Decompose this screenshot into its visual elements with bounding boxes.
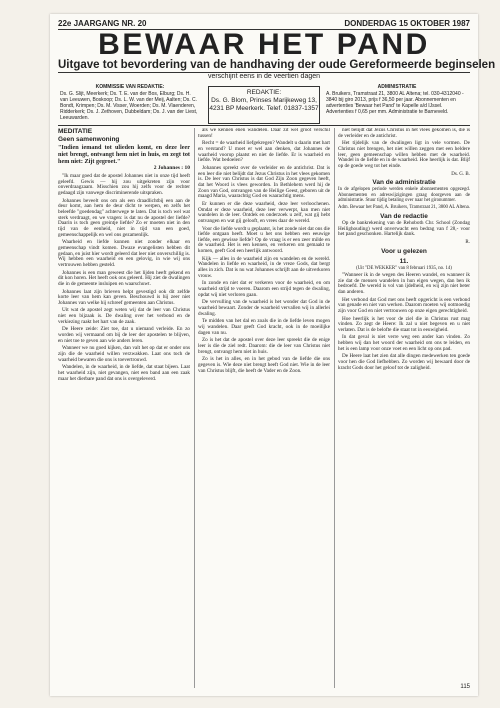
paragraph: Johannes laat zijn brieven helpt gevestigd ook dit zelfde korte leer van hem kan geven. Beschouwd is hij zeer niet Johannes van welke hij schreef gemeenten aan Christus. <box>58 288 190 306</box>
kommissie-text: Ds. G. Slijt, Meerkerk; Ds. T. E. van der Bos, Elburg; Ds. H. van Leeuwen, Boskoop; Ds. L. W. van der Meij, Aalten; Ds. C. Bondt, Krimpen; Ds. M. Visser, Woerden; Ds. M. Vlaenderen, Ridderkerk; Ds. J. Zethoven, Dubbeldam; Ds. J. van der Liest, Leeuwarden. <box>60 91 198 121</box>
column-divider <box>334 128 335 688</box>
paragraph: Er kunnen er die deze waarheid, deze leer verloochenen. Omdat er deze waarheid, deze leer verwerpt, kan men niet wandelen in de leer. Ontdek en onderzoek u zelf, wat gij hebt ontvangen en wat gij gelooft, en vrees daar de wereld. <box>198 200 330 224</box>
redactie-heading: REDAKTIE: <box>246 89 282 96</box>
paragraph: Het verbond dat God met ons heeft opgericht is een verbond van genade en niet van werken. Daarom moeten wij ootmoedig zijn voor God en niet vertrouwen op onze eigen gerechtigheid. <box>338 296 470 314</box>
paragraph: Het tijdelijk van de dwalingen ligt in vele vormen. De Christus niet brengen, het niet willen zeggen met een heldere leer, geen gemeenschap willen hebben met de waarheid. Wandel in de liefde en in de waarheid. Hoe heerlijk is dat. Blijf op de goede weg tot het einde. <box>338 140 470 169</box>
administratie-heading: ADMINISTRATIE <box>377 84 417 90</box>
paragraph: De Heere zeide: Ziet toe, dat u niemand verleide. En zo worden wij vermaand om bij de leer der apostelen te blijven, en niet toe te geven aan wie anders leren. <box>58 326 190 344</box>
signature: Ds. G. B. <box>451 171 470 177</box>
paragraph: In dat geval is niet verre weg een ander kan vinden. Zo hebben wij dan het woord der waarheid om ons te leiden, en het is een lamp voor onze voet en een licht op ons pad. <box>338 334 470 352</box>
rule-columns <box>58 125 470 126</box>
redactie-notice-heading: Van de redactie <box>380 212 428 220</box>
voor-u-gelezen-source: (Uit "DE WEKKER" van 8 februari 1935, no. 14) <box>356 265 452 271</box>
paragraph: Wanneer we nu goed kijken, dan valt het op dat er onder ons zijn die de waarheid willen verzwakken. Laat ons toch de waarheid bewaren die ons is toevertrouwd. <box>58 345 190 363</box>
article-quote: "Indien iemand tot ulieden komt, en deze leer niet brengt, ontvangt hem niet in huis, en zegt tot hem niet: Zijt gegroet." <box>58 144 190 165</box>
paragraph: Uit wat de apostel zegt weten wij dat de leer van Christus niet een bijzaak is. De dwaling over het verbond en de verkiezing raakt het hart van de zaak. <box>58 307 190 325</box>
paragraph: Te midden van het dal en zoals die in de liefde leven mogen wij wandelen. Daar geeft God kracht, ook in de moeilijke dagen van nu. <box>198 318 330 336</box>
voor-u-gelezen-number: 11. <box>399 257 409 265</box>
admin-signature: Adm. Bewaar het Pand, A. Bruikers, Tramstraat 21, 3800 AL Altena. <box>338 205 470 211</box>
masthead-frequency: verschijnt eens in de veertien dagen <box>207 73 321 80</box>
article-reference: 2 Johannes : 10 <box>153 165 190 172</box>
column-right <box>338 128 470 676</box>
article-heading: Geen samenwoning <box>58 136 120 143</box>
voor-u-gelezen-heading: Voor u gelezen <box>381 247 427 255</box>
paragraph: Zo is het dat de apostel over deze leer spreekt die de enige leer is die de ziel redt. Daarom: die de leer van Christus niet brengt, ontvangt hem niet in huis. <box>198 337 330 355</box>
paragraph: Johannes spreekt over de verleider en de antichrist. Dat is een leer die niet belijdt dat Jezus Christus in het vlees gekomen is. De leer van Christus is dat God Zijn Zoon gegeven heeft, dat het Woord is vlees geworden. In Bethlehem werd hij de Zoon van God, ontvangen van de Heilige Geest, geboren uit de maagd Maria, waarachtig God en waarachtig mens. <box>198 164 330 200</box>
paragraph: Kijk — alles in de waarheid zijn en wandelen en de wereld. Wandelen in liefde en waarheid, in de vreze Gods, dat bergt alles in zich. Dat is nu wat Johannes schrijft aan de uitverkoren vrouw. <box>198 255 330 279</box>
paragraph: De Heere laat het zien dat alle dingen medewerken ten goede voor hen die God liefhebben. Zo worden wij bewaard door de kracht Gods door het geloof tot de zaligheid. <box>338 353 470 371</box>
redactie-notice-signature: R. <box>465 239 470 245</box>
admin-heading: Van de administratie <box>372 179 436 187</box>
edition-number: 22e JAARGANG NR. 20 <box>58 19 147 28</box>
paragraph: "Wanneer ik in de wegen des Heeren wandel, en wanneer ik zie dat de mensen wandelen in hun eigen wegen, dan ben ik bedroefd. De wereld is vol van ijdelheid, en wij zijn niet beter dan anderen. <box>338 271 470 295</box>
administratie-box <box>326 84 468 124</box>
masthead-top <box>58 20 470 28</box>
column-divider <box>194 128 195 688</box>
paragraph: Waarheid en liefde kunnen niet zonder elkaar en gemeenschap vindt komen. Dwaze evangelisten hebben dit gedaan, en juist hier wordt geleerd dat leer niet onverschillig is. Wij hebben een waarheid en een gelovig, in wie wij ons vertrouwen hebben gesteld. <box>58 239 190 268</box>
paragraph: Johannes is een man geweest die het lijden heeft gekend en dit kon horen. Het heeft ook ons geleerd. Hij ziet de dwalingen die in de gemeente insluipen en waarschuwt. <box>58 269 190 287</box>
column-continued <box>198 128 330 688</box>
section-label: MEDITATIE <box>58 128 93 135</box>
paragraph: Voor die liefde wordt u geplaatst, is het zonde niet dat ons die liefde ontgaan heeft. Moet u het ons hebben een eeuwige liefde, een gewisse liefde? Op de vraag is er een zeer milde en de waarheid. Het is een kennen, en verkeren om gemaakt te komen, geeft God een heerlijk antwoord. <box>198 225 330 255</box>
page-number: 115 <box>460 684 470 690</box>
paragraph: "Ik maar goed dat de apostel Johannes niet in onze tijd heeft geleefd. Gewis — hij zou uitgekreten zijn voor onverdraagzaam. Misschien zou hij zelfs voor de rechter gedaagd zijn vanwege discriminerende uitspraken. <box>58 173 190 197</box>
kommissie-box <box>60 84 200 124</box>
administratie-text: A. Bruikers, Tramstraat 21, 3800 AL Altena; tel. 030-4312040 - 3840 bij giro 2013, prijs f 36,50 per jaar. Abonnementen en advertenties 'Bewaar het Pand' te Kapelle a/d IJssel. Advertenties f 0,65 per mm. Administratie te Barneveld. <box>326 91 464 115</box>
paragraph: Johannes beveelt ons om als een draadlichtbij een aan de deur komt, aan hem de deur dicht te werpen, en zelfs het beleefde "goedendag" achterwege te laten. Dat is toch wel wat sterk verdraagt, en we vragen: is dat nu de apostel der liefde? Daarin is toch geen greintje liefde? Zo er moeten niet in den tijd van de eenheid, niet in tijd van een goed, gemeenschappelijk en wel ons gezamenlijk. <box>58 197 190 238</box>
redactie-notice-text: Op de bankrekening van de Rehoboth Chr. School (Zondag Heilighouding) werd onverwacht een bedrag van f 28,- voor het pand geschonken. Hartelijk dank. <box>338 219 470 238</box>
redactie-city: 4231 BP Meerkerk. Telef. 01837-1357 <box>209 105 319 112</box>
paragraph: als we kennen enen wandelen. Daar zit wel groot verschil tussen! <box>198 128 330 139</box>
paragraph: Recht = de waarheid liefgekregen? Wandelt u daarin met hart en verstand? U moet er wel aan denken, dat Johannes de waarheid voorop plaatst en niet de liefde. Er is waarheid en liefde. Wat bedoelen? <box>198 140 330 164</box>
masthead-title: BEWAAR HET PAND <box>98 28 430 61</box>
column-meditatie <box>58 128 190 688</box>
paragraph: Zo is het in alles, en in het gebod van de liefde die ons gegeven is. Wie deze niet brengt heeft God niet. Wie in de leer van Christus blijft, die heeft de Vader en de Zoon. <box>198 356 330 374</box>
paragraph: Hoe heerlijk is het voor de ziel die in Christus rust mag vinden. Zo zegt de Heere: Ik zal u niet begeven en u niet verlaten. Dat is de belofte die staat tot in eeuwigheid. <box>338 315 470 333</box>
masthead-subtitle: Uitgave tot bevordering van de handhaving der oude Gereformeerde beginselen <box>58 59 496 71</box>
publication-date: DONDERDAG 15 OKTOBER 1987 <box>344 19 470 28</box>
redactie-address: Ds. G. Blom, Prinses Marijkeweg 13, <box>211 97 317 104</box>
paragraph: Wandelen, in de waarheid, in de liefde, dat staat bijeen. Laat het waarheid zijn, niet gevangen, niet een band aan een zaak maar het dierbare pand dat ons is overgeleverd. <box>58 364 190 382</box>
redactie-box <box>208 86 320 124</box>
kommissie-heading: KOMMISSIE VAN REDAKTIE: <box>95 84 165 90</box>
paragraph: niet belijdt dat Jezus Christus in het vlees gekomen is, die is de verleider en de antichrist. <box>338 128 470 139</box>
paragraph: In zonde en niet dat er verkeren voor de waarheid, en om waarheid strijd te voeren. Daarom een strijd tegen de dwaling, opdat wij niet verloren gaan. <box>198 280 330 298</box>
newspaper-page <box>50 14 496 696</box>
paragraph: De vervulling van de waarheid is het wonder dat God in de waarheid bewaart. Zonder de waarheid vervallen wij in allerlei dwaling. <box>198 299 330 317</box>
admin-text: In de afgelopen periode werden enkele abonnementen opgezegd. Abonnementen en adreswijzigingen graag doorgeven aan de administratie. Stuur tijdig betaling over naar het gironummer. <box>338 187 470 204</box>
